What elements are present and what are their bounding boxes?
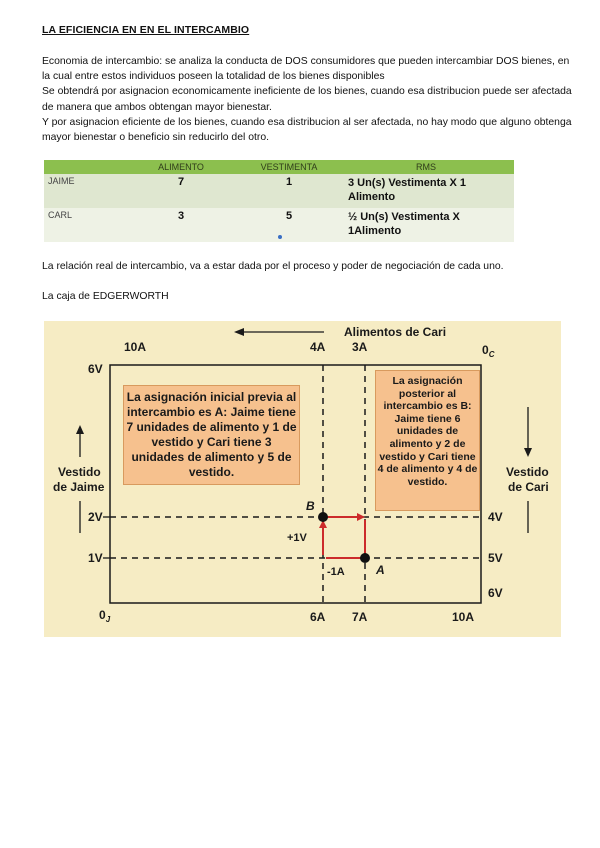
bottom-tick: 6A <box>310 610 326 624</box>
row-rms: ½ Un(s) Vestimenta X 1Alimento <box>338 208 514 242</box>
left-axis-label: de Jaime <box>53 480 105 494</box>
left-axis-label: Vestido <box>58 465 101 479</box>
posterior-allocation-note: La asignación posterior al intercambio es B: Jaime tiene 6 unidades de alimento y 2 de vestido y Cari tiene 4 de alimento y 4 de vestido. <box>375 370 480 511</box>
row-vestimenta: 1 <box>240 174 338 208</box>
minus-a-label: -1A <box>327 566 345 578</box>
row-name: CARL <box>44 208 122 242</box>
top-tick: 3A <box>352 340 368 354</box>
right-tick: 5V <box>488 551 503 565</box>
table-row <box>44 174 514 208</box>
bottom-tick: 7A <box>352 610 368 624</box>
figure-background <box>44 321 561 637</box>
table-header-rms: RMS <box>338 160 514 174</box>
left-tick: 2V <box>88 510 103 524</box>
table-header-name <box>44 160 122 174</box>
table-header-alimento: ALIMENTO <box>122 160 240 174</box>
top-tick: 10A <box>124 340 147 354</box>
left-tick: 6V <box>88 362 103 376</box>
left-tick: 1V <box>88 551 103 565</box>
row-vestimenta: 5 <box>240 208 338 242</box>
right-axis-label: Vestido <box>506 465 549 479</box>
top-arrow-label: Alimentos de Cari <box>344 325 447 339</box>
bottom-tick: 10A <box>452 610 475 624</box>
point-b <box>318 512 328 522</box>
intro-paragraph-1: Economia de intercambio: se analiza la conducta de DOS consumidores que pueden intercambiar DOS bienes, en la cual entre estos individuos poseen la totalidad de los bienes disponibles <box>42 56 570 83</box>
row-alimento: 7 <box>122 174 240 208</box>
row-alimento: 3 <box>122 208 240 242</box>
row-rms: 3 Un(s) Vestimenta X 1 Alimento <box>338 174 514 208</box>
right-tick: 4V <box>488 510 503 524</box>
top-tick: 4A <box>310 340 326 354</box>
plus-v-label: +1V <box>287 532 307 544</box>
paragraph-caja: La caja de EDGERWORTH <box>42 291 169 302</box>
edgeworth-box-figure <box>44 321 561 637</box>
rms-table <box>44 160 514 242</box>
origin-cari: $0_C$ <box>482 343 495 359</box>
right-axis-label: de Cari <box>508 480 549 494</box>
table-header-vestimenta: VESTIMENTA <box>240 160 338 174</box>
intro-paragraph-3: Y por asignacion eficiente de los bienes, cuando esa distribucion al ser afectada, no hay modo que alguno obtenga mayor bienestar o beneficio sin reducirlo del otro. <box>42 116 572 144</box>
point-b-label: B <box>306 499 315 513</box>
cursor-dot <box>278 235 282 239</box>
intro-text <box>42 54 572 145</box>
point-a-label: A <box>376 563 385 577</box>
paragraph-relacion: La relación real de intercambio, va a estar dada por el proceso y poder de negociación de cada uno. <box>42 261 504 272</box>
right-tick: 6V <box>488 586 503 600</box>
document-title: LA EFICIENCIA EN EN EL INTERCAMBIO <box>42 24 250 36</box>
initial-allocation-note: La asignación inicial previa al intercambio es A: Jaime tiene 7 unidades de alimento y 1 de vestido y Cari tiene 3 unidades de alimento y 5 de vestido. <box>123 385 300 485</box>
point-a <box>360 553 370 563</box>
table-header-row <box>44 160 514 174</box>
edgeworth-box-svg <box>44 321 561 637</box>
intro-paragraph-2: Se obtendrá por asignacion economicamente ineficiente de los bienes, cuando esa distribucion puede ser afectada de manera que ambos obtengan mayor bienestar. <box>42 86 572 113</box>
origin-jaime: $0_J$ <box>99 608 111 624</box>
row-name: JAIME <box>44 174 122 208</box>
